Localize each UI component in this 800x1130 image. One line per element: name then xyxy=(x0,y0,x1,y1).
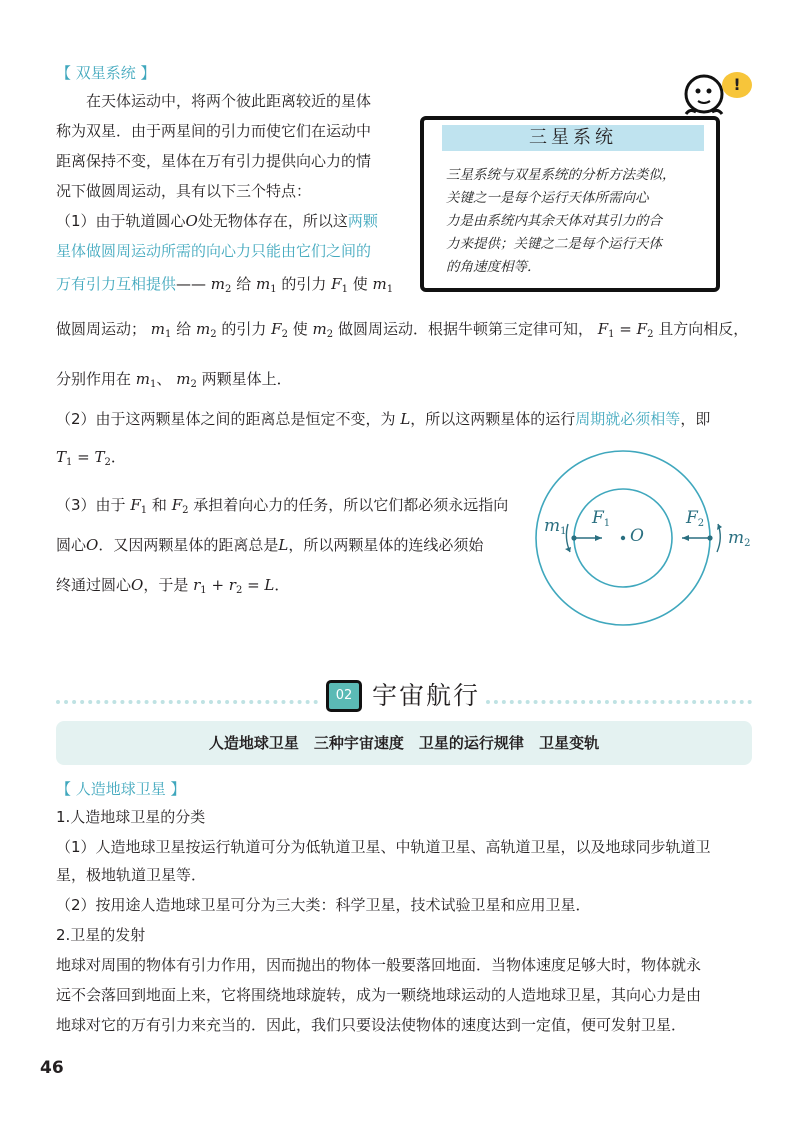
paragraph-line: 2.卫星的发射 xyxy=(56,926,146,944)
paragraph-line: 距离保持不变，星体在万有引力提供向心力的情 xyxy=(56,152,372,170)
divider-left xyxy=(56,700,318,704)
paragraph-line: 圆心O．又因两颗星体的距离总是L，所以两颗星体的连线必须始 xyxy=(56,536,484,554)
star-m2 xyxy=(707,535,712,540)
section-label-satellite: 【 人造地球卫星 】 xyxy=(56,780,186,798)
section-label-binary-star: 【 双星系统 】 xyxy=(56,64,156,82)
three-star-callout xyxy=(420,116,720,292)
paragraph-line: 称为双星．由于两星间的引力而使它们在运动中 xyxy=(56,122,372,140)
section-number: 02 xyxy=(335,688,353,703)
callout-title: 三星系统 xyxy=(442,125,704,151)
label-F1: $F_1$ xyxy=(592,508,611,529)
paragraph-line: （3）由于 $F_1$ 和 $F_2$ 承担着向心力的任务，所以它们都必须永远指向 xyxy=(56,496,509,516)
paragraph-line: 远不会落回到地面上来，它将围绕地球旋转，成为一颗绕地球运动的人造地球卫星，其向心力是由 xyxy=(56,986,702,1004)
center-point xyxy=(621,536,625,540)
paragraph-line: 地球对周围的物体有引力作用，因而抛出的物体一般要落回地面．当物体速度足够大时，物体就永 xyxy=(56,956,702,974)
label-m2: $m_2$ xyxy=(728,528,751,549)
paragraph-line: （2）由于这两颗星体之间的距离总是恒定不变，为 L，所以这两颗星体的运行周期就必须相等，即 xyxy=(56,410,711,428)
math-O: O xyxy=(185,212,198,230)
divider-right xyxy=(486,700,752,704)
paragraph-line: 做圆周运动； $m_1$ 给 $m_2$ 的引力 $F_2$ 使 $m_2$ 做圆周运动．根据牛顿第三定律可知， $F_1 = F_2$ 且方向相反， xyxy=(56,320,749,340)
paragraph-line: 终通过圆心O，于是 $r_1 + r_2 = L$． xyxy=(56,576,290,596)
paragraph-line: $T_1 = T_2$． xyxy=(56,448,126,468)
label-m1: $m_1$ xyxy=(544,516,567,537)
paragraph-line: （1）人造地球卫星按运行轨道可分为低轨道卫星、中轨道卫星、高轨道卫星，以及地球同步轨道卫 xyxy=(56,838,711,856)
paragraph-line: 星，极地轨道卫星等． xyxy=(56,866,207,884)
paragraph-line: 1.人造地球卫星的分类 xyxy=(56,808,206,826)
exclamation-badge-icon: ! xyxy=(722,72,752,98)
mascot-icon xyxy=(676,72,766,122)
star-m1 xyxy=(571,535,576,540)
section-topics-bar: 人造地球卫星 三种宇宙速度 卫星的运行规律 卫星变轨 xyxy=(56,721,752,765)
paragraph-line: 分别作用在 $m_1$、 $m_2$ 两颗星体上． xyxy=(56,370,292,390)
section-title: 宇宙航行 xyxy=(372,681,481,710)
page-number: 46 xyxy=(40,1058,64,1078)
paragraph-line: 在天体运动中，将两个彼此距离较近的星体 xyxy=(86,92,372,110)
callout-body: 三星系统与双星系统的分析方法类似， 关键之一是每个运行天体所需向心 力是由系统内其余天体对其引力的合 力来提供；关键之二是每个运行天体 的角速度相等． xyxy=(446,167,676,275)
paragraph-line: 况下做圆周运动，具有以下三个特点： xyxy=(56,182,312,200)
label-O: O xyxy=(630,526,644,546)
label-F2: $F_2$ xyxy=(686,508,705,529)
paragraph-line: （2）按用途人造地球卫星可分为三大类：科学卫星，技术试验卫星和应用卫星． xyxy=(56,896,591,914)
paragraph-line: 万有引力互相提供—— $m_2$ 给 $m_1$ 的引力 $F_1$ 使 $m_1$ xyxy=(56,275,394,295)
paragraph-line-highlight: 星体做圆周运动所需的向心力只能由它们之间的 xyxy=(56,242,372,260)
paragraph-line: 地球对它的万有引力来充当的．因此，我们只要设法使物体的速度达到一定值，便可发射卫星． xyxy=(56,1016,687,1034)
paragraph-line: （1）由于轨道圆心O处无物体存在，所以这两颗 xyxy=(56,212,378,230)
